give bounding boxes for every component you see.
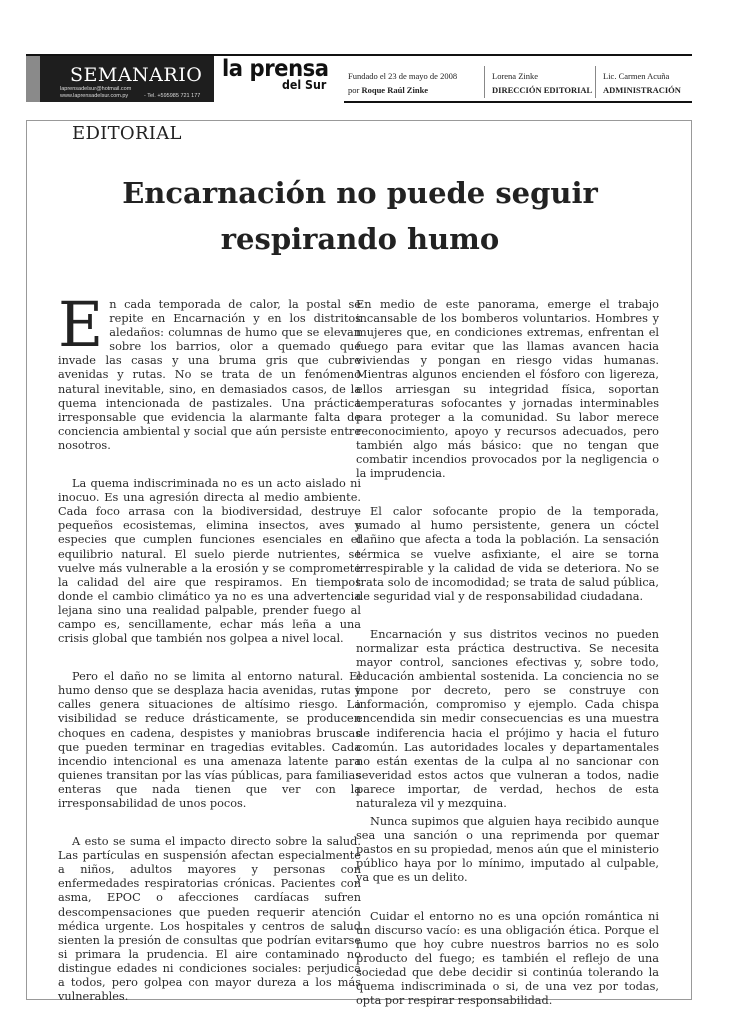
article-paragraph: La quema indiscriminada no es un acto aislado ni inocuo. Es una agresión directa al medio ambiente. Cada foco arrasa con la biodiversidad, destruye pequeños ecosistemas, elimina insectos, aves y especies que cumplen funciones esenciales en el equilibrio natural. El suelo pierde nutrientes, se vuelve más vulnerable a la erosión y se compromete la calidad del aire que respiramos. En tiempos donde el cambio climático ya no es una advertencia lejana sino una realidad palpable, prender fuego al campo es, sencillamente, echar más leña a una crisis global que también nos golpea a nivel local. — [58, 477, 361, 646]
founder-prefix: por — [348, 85, 362, 95]
article-paragraph: En medio de este panorama, emerge el trabajo incansable de los bomberos voluntarios. Hombres y mujeres que, en condiciones extremas, enfrentan el fuego para evitar que las llamas avancen hacia viviendas y pongan en riesgo vidas humanas. Mientras algunos encienden el fósforo con ligereza, ellos arriesgan su integridad física, soportan temperaturas sofocantes y jornadas interminables para proteger a la comunidad. Su labor merece reconocimiento, apoyo y recursos adecuados, pero también algo más básico: que no tengan que combatir incendios provocados por la negligencia o la imprudencia. — [356, 298, 659, 481]
section-label: EDITORIAL — [64, 123, 190, 144]
founded-date: Fundado el 23 de mayo de 2008 — [348, 71, 458, 81]
frame-left-border — [26, 120, 27, 999]
article-column-left — [58, 288, 361, 1028]
contact-phone: - Tel. +595985 721 177 — [144, 93, 201, 99]
article-paragraph: Cuidar el entorno no es una opción romántica ni un discurso vacío: es una obligación ética. Porque el humo que hoy cubre nuestros barrios no es solo producto del fuego; es también el reflejo de una sociedad que debe decidir si continúa tolerando la quema indiscriminada o si, de una vez por todas, opta por respirar responsabilidad. — [356, 909, 659, 1008]
founder-credit — [348, 85, 428, 95]
contact-website[interactable]: www.laprensadelsur.com.py — [60, 93, 129, 99]
drop-cap: E — [58, 288, 104, 361]
article-headline: Encarnación no puede seguir respirando humo — [122, 176, 598, 256]
newspaper-logo-sub: del Sur — [282, 78, 327, 92]
admin-role: ADMINISTRACIÓN — [603, 85, 681, 95]
masthead-separator — [595, 66, 596, 98]
article-paragraph: El calor sofocante propio de la temporada, sumado al humo persistente, genera un cóctel dañino que afecta a toda la población. La sensación térmica se vuelve asfixiante, el aire se torna irrespirable y la calidad de vida se deteriora. No se trata solo de incomodidad; se trata de salud pública, de seguridad vial y de responsabilidad ciudadana. — [356, 505, 659, 603]
masthead-bottom-rule — [344, 101, 692, 103]
article-paragraph: Nunca supimos que alguien haya recibido aunque sea una sanción o una reprimenda por quemar pastos en su propiedad, menos aún que el ministerio público haya por lo mínimo, imputado al culpable, ya que es un delito. — [356, 815, 659, 885]
article-paragraph: A esto se suma el impacto directo sobre la salud. Las partículas en suspensión afectan especialmente a niños, adultos mayores y personas con enfermedades respiratorias crónicas. Pacientes con asma, EPOC o afecciones cardíacas sufren descompensaciones que pueden requerir atención médica urgente. Los hospitales y centros de salud sienten la presión de consultas que podrían evitarse si primara la prudencia. El aire contaminado no distingue edades ni condiciones sociales: perjudica a todos, pero golpea con mayor dureza a los más vulnerables. — [58, 835, 361, 1004]
article-paragraph: Pero el daño no se limita al entorno natural. El humo denso que se desplaza hacia avenidas, rutas y calles genera situaciones de altísimo riesgo. La visibilidad se reduce drásticamente, se producen choques en cadena, despistes y maniobras bruscas que pueden terminar en tragedias evitables. Cada incendio intencional es una amenaza latente para quienes transitan por las vías públicas, para familias enteras que nada tienen que ver con la irresponsabilidad de unos pocos. — [58, 670, 361, 810]
editor-name: Lorena Zinke — [492, 71, 539, 81]
semanario-box — [26, 56, 214, 102]
article-paragraph: Encarnación y sus distritos vecinos no pueden normalizar esta práctica destructiva. Se necesita mayor control, sanciones efectivas y, sobre todo, educación ambiental sostenida. La conciencia no se impone por decreto, pero se construye con información, compromiso y ejemplo. Cada chispa encendida sin medir consecuencias es una muestra de indiferencia hacia el prójimo y hacia el futuro común. Las autoridades locales y departamentales no están exentas de la culpa al no sancionar con severidad estos actos que vulneran a todos, nadie parece importar, de verdad, hechos de esta naturaleza vil y mezquina. — [356, 627, 659, 810]
semanario-title: SEMANARIO — [70, 64, 203, 86]
masthead-separator — [484, 66, 485, 98]
editor-role: DIRECCIÓN EDITORIAL — [492, 85, 593, 95]
masthead — [26, 54, 692, 104]
contact-emails — [60, 86, 131, 100]
semanario-accent-bar — [26, 56, 40, 102]
admin-name: Lic. Carmen Acuña — [603, 71, 670, 81]
article-column-right — [356, 298, 659, 1032]
contact-email[interactable]: laprensadelsur@hotmail.com — [60, 86, 132, 92]
article-paragraph — [58, 288, 361, 453]
paragraph-text: n cada temporada de calor, la postal se repite en Encarnación y en los distritos aledaños: columnas de humo que se elevan sobre los barrios, olor a quemado que invade las casas y una bruma gris que cubre avenidas y rutas. No se trata de un fenómeno natural inevitable, sino, en demasiados casos, de la quema intencionada de pastizales. Una práctica irresponsable que evidencia la alarmante falta de conciencia ambiental y social que aún persiste entre nosotros. — [58, 298, 361, 452]
newspaper-logo[interactable]: la prensa — [222, 56, 329, 82]
frame-top-border — [26, 120, 691, 121]
founder-name: Roque Raúl Zinke — [361, 85, 429, 95]
